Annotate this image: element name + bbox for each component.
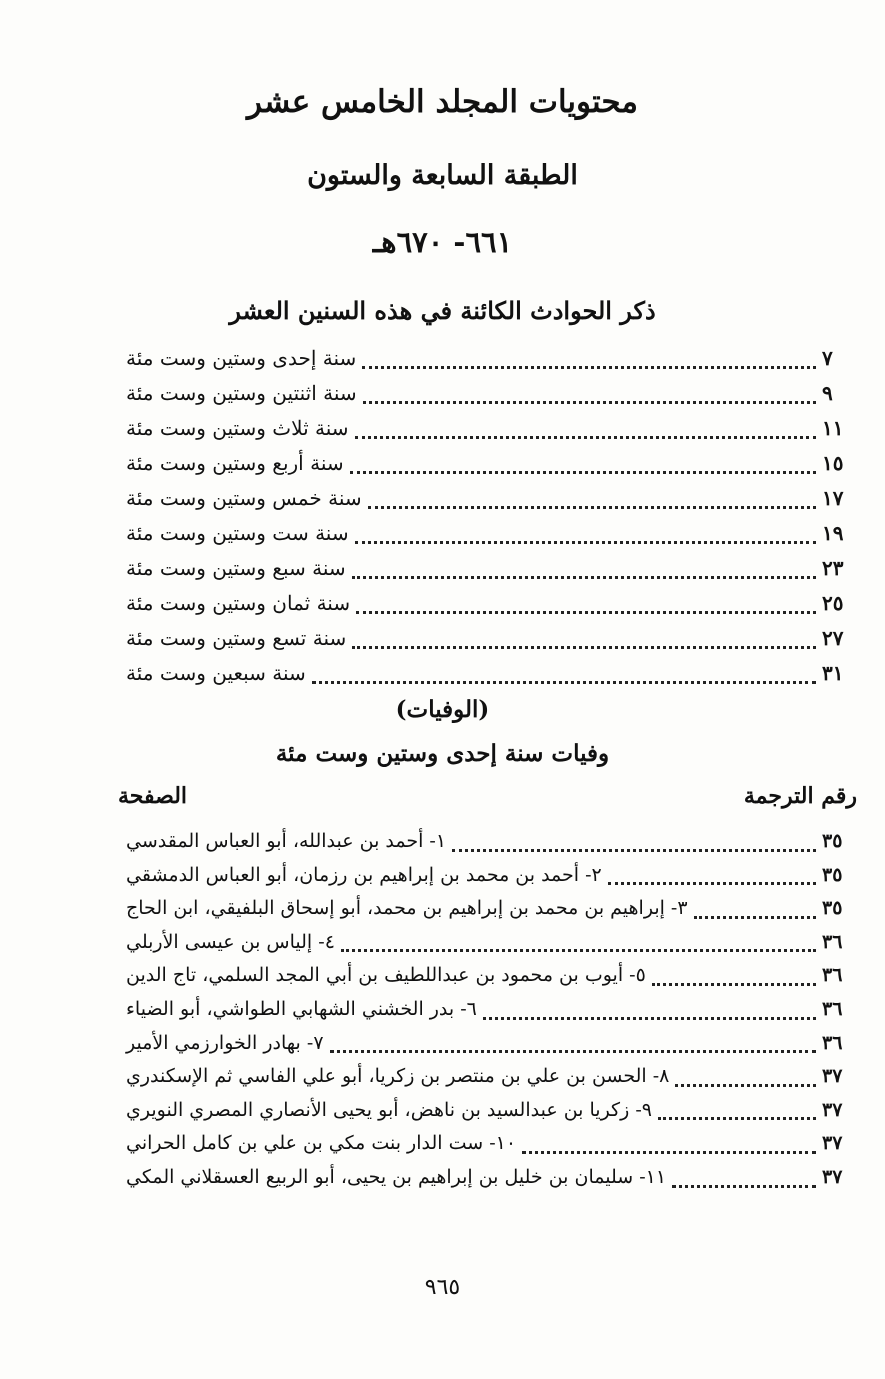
toc-entry-label: سنة سبعين وست مئة <box>126 661 306 685</box>
toc-entry-label: سنة خمس وستين وست مئة <box>126 486 362 510</box>
toc-entry-label: سنة ست وستين وست مئة <box>126 521 349 545</box>
toc-entry-label: ١١- سليمان بن خليل بن إبراهيم بن يحيى، أبو الربيع العسقلاني المكي <box>126 1166 667 1188</box>
page-title: محتويات المجلد الخامس عشر <box>246 84 639 120</box>
toc-page-number: ٣٧ <box>822 1132 843 1155</box>
toc-page-number: ٣٥ <box>822 897 843 920</box>
toc-row <box>118 925 858 959</box>
toc-row <box>118 411 858 445</box>
toc-page-number: ١٥ <box>822 451 844 475</box>
dot-leader <box>352 570 816 579</box>
toc-entry-label: ٦- بدر الخشني الشهابي الطواشي، أبو الضياء <box>126 998 477 1020</box>
page-number: ٩٦٥ <box>424 1275 461 1300</box>
dot-leader <box>483 1011 816 1020</box>
dot-leader <box>652 977 816 986</box>
toc-row <box>118 341 858 375</box>
toc-entry-label: سنة ثلاث وستين وست مئة <box>126 416 349 440</box>
toc-page-number: ١١ <box>822 416 844 440</box>
toc-row <box>118 992 858 1026</box>
toc-row <box>118 1059 858 1093</box>
toc-page-number: ٣٦ <box>822 1031 843 1054</box>
toc-entry-label: ٣- إبراهيم بن محمد بن إبراهيم بن محمد، أبو إسحاق البلفيقي، ابن الحاج <box>126 897 688 920</box>
toc-entry-label: سنة إحدى وستين وست مئة <box>126 346 357 370</box>
deaths-subheading: وفيات سنة إحدى وستين وست مئة <box>275 740 610 767</box>
entry-number-column-header: رقم الترجمة <box>743 783 857 809</box>
dot-leader <box>341 943 816 952</box>
toc-page-number: ٣٧ <box>822 1065 843 1088</box>
toc-row <box>118 586 858 620</box>
toc-row <box>118 376 858 410</box>
toc-page-number: ٣٥ <box>822 830 843 852</box>
toc-row <box>118 1026 858 1060</box>
toc-entry-label: ٤- إلياس بن عيسى الأربلي <box>126 930 335 953</box>
toc-row <box>118 446 858 480</box>
dot-leader <box>694 910 816 919</box>
toc-row <box>118 481 858 515</box>
toc-entry-label: ٥- أيوب بن محمود بن عبداللطيف بن أبي المجد السلمي، تاج الدين <box>126 964 646 987</box>
dot-leader <box>355 535 816 544</box>
toc-page-number: ٣٦ <box>822 964 843 987</box>
toc-entry-label: سنة تسع وستين وست مئة <box>126 626 347 650</box>
deaths-heading: (الوفيات) <box>395 696 490 723</box>
dot-leader <box>608 876 816 885</box>
dot-leader <box>355 430 816 439</box>
toc-page-number: ٧ <box>822 346 833 370</box>
toc-entry-label: ١٠- ست الدار بنت مكي بن علي بن كامل الحراني <box>126 1132 517 1155</box>
toc-row <box>118 1093 858 1127</box>
toc-row <box>118 1126 858 1160</box>
toc-entry-label: ١- أحمد بن عبدالله، أبو العباس المقدسي <box>126 830 447 852</box>
toc-row <box>118 516 858 550</box>
toc-entry-label: سنة سبع وستين وست مئة <box>126 556 346 580</box>
dot-leader <box>363 395 816 404</box>
toc-entry-label: ٧- بهادر الخوارزمي الأمير <box>126 1031 324 1054</box>
dot-leader <box>658 1111 816 1120</box>
toc-entry-label: ٨- الحسن بن علي بن منتصر بن زكريا، أبو علي الفاسي ثم الإسكندري <box>126 1065 670 1088</box>
toc-page-number: ١٧ <box>822 486 844 510</box>
toc-row <box>118 824 858 858</box>
dot-leader <box>330 1044 816 1053</box>
toc-entry-label: ٩- زكريا بن عبدالسيد بن ناهض، أبو يحيى الأنصاري المصري النويري <box>126 1098 652 1121</box>
page-column-header: الصفحة <box>118 783 188 809</box>
toc-page-number: ١٩ <box>822 521 844 545</box>
dot-leader <box>368 500 816 509</box>
dot-leader <box>352 640 816 649</box>
toc-page-number: ٣٧ <box>822 1166 843 1188</box>
dot-leader <box>356 605 816 614</box>
toc-row <box>118 656 858 690</box>
toc-row <box>118 1160 858 1194</box>
dot-leader <box>350 465 816 474</box>
events-heading: ذكر الحوادث الكائنة في هذه السنين العشر <box>229 296 656 325</box>
toc-entry-label: سنة اثنتين وستين وست مئة <box>126 381 357 405</box>
toc-entry-label: ٢- أحمد بن محمد بن إبراهيم بن رزمان، أبو العباس الدمشقي <box>126 863 602 886</box>
dot-leader <box>362 360 816 369</box>
dot-leader <box>452 843 816 852</box>
toc-entry-label: سنة ثمان وستين وست مئة <box>126 591 351 615</box>
toc-page-number: ٣٧ <box>822 1098 843 1121</box>
toc-row <box>118 958 858 992</box>
toc-page-number: ٩ <box>822 381 833 405</box>
dot-leader <box>675 1078 816 1087</box>
dot-leader <box>522 1145 816 1154</box>
dot-leader <box>672 1179 816 1188</box>
dot-leader <box>312 675 816 684</box>
toc-entry-label: سنة أربع وستين وست مئة <box>126 451 344 475</box>
toc-row <box>118 551 858 585</box>
toc-page-number: ٣٥ <box>822 863 843 886</box>
toc-page-number: ٢٣ <box>822 556 844 580</box>
toc-page-number: ٣١ <box>822 661 844 685</box>
toc-page-number: ٣٦ <box>822 930 843 953</box>
year-range: ٦٦١- ٦٧٠هـ <box>372 225 513 259</box>
toc-page-number: ٢٥ <box>822 591 844 615</box>
toc-page-number: ٣٦ <box>822 998 843 1020</box>
toc-row <box>118 858 858 892</box>
toc-page-number: ٢٧ <box>822 626 844 650</box>
section-subtitle: الطبقة السابعة والستون <box>307 160 578 191</box>
toc-row <box>118 621 858 655</box>
toc-row <box>118 891 858 925</box>
